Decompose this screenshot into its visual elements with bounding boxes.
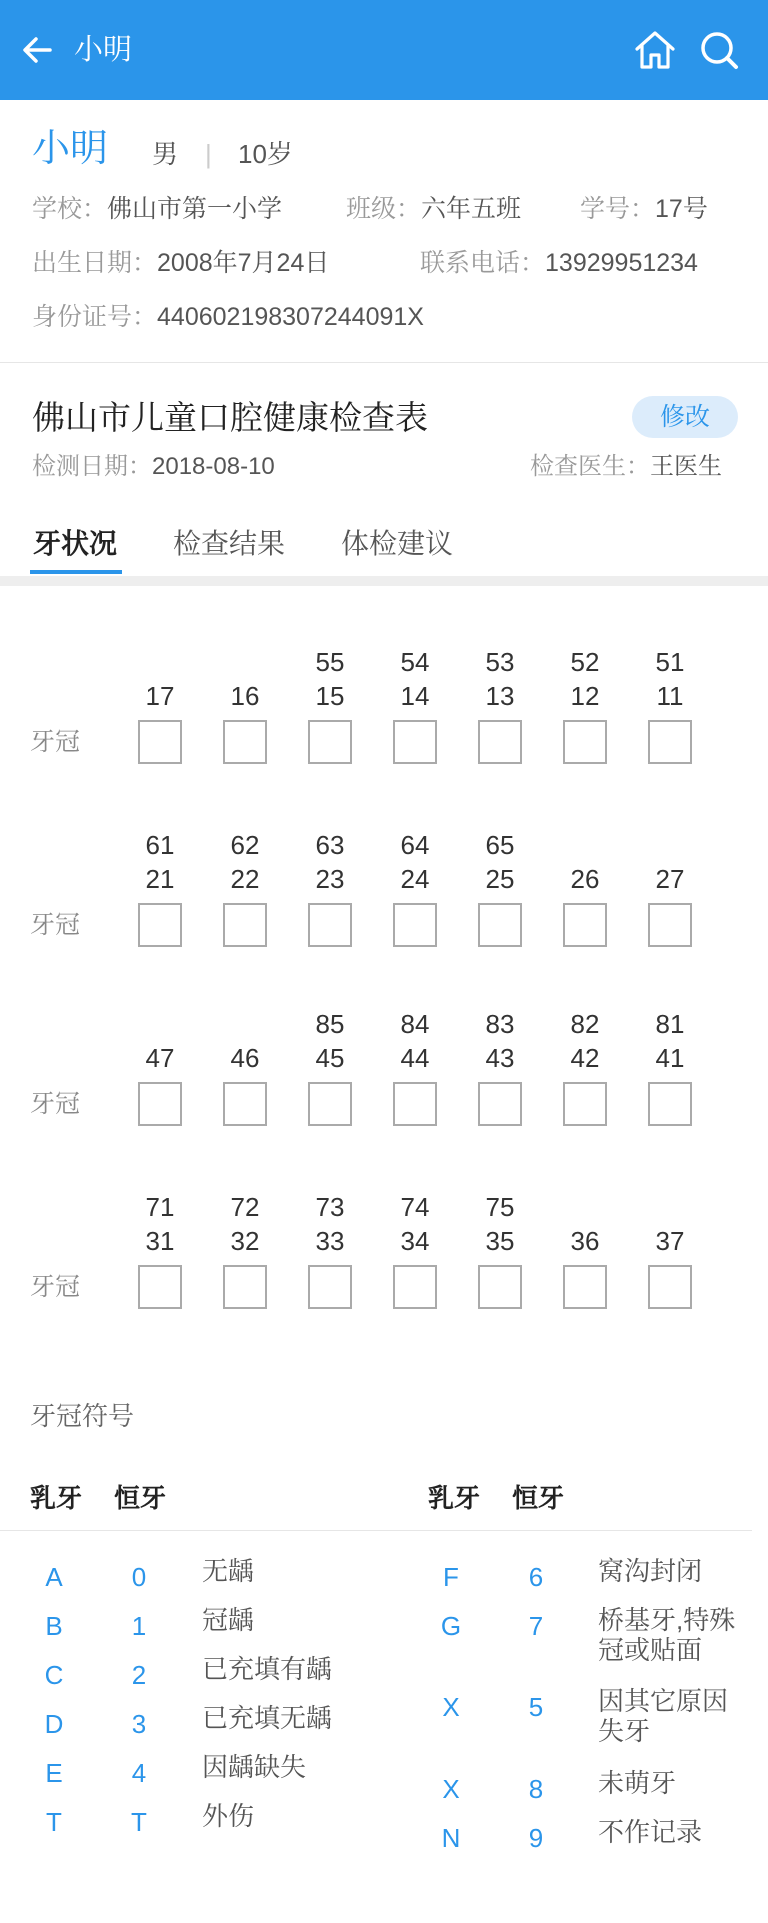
permanent-tooth-number: 27 xyxy=(655,864,685,894)
legend-description: 未萌牙 xyxy=(598,1768,677,1798)
legend-permanent-code: T xyxy=(131,1807,147,1837)
legend-head-primary-right: 乳牙 xyxy=(428,1483,481,1513)
permanent-tooth-number: 17 xyxy=(145,681,175,711)
tooth-crown-checkbox[interactable] xyxy=(223,1082,267,1126)
primary-tooth-number: 83 xyxy=(485,1009,515,1039)
tooth-crown-checkbox[interactable] xyxy=(563,903,607,947)
row-label: 牙冠 xyxy=(30,911,81,939)
legend-primary-code: A xyxy=(45,1562,63,1592)
phone-label: 联系电话： xyxy=(420,249,546,277)
primary-tooth-number: 75 xyxy=(485,1192,515,1222)
primary-tooth-number: 84 xyxy=(400,1009,430,1039)
row-label: 牙冠 xyxy=(30,1090,81,1118)
info-separator: | xyxy=(205,139,212,169)
primary-tooth-number: 62 xyxy=(230,830,260,860)
legend-primary-code: E xyxy=(45,1758,63,1788)
primary-tooth-number: 81 xyxy=(655,1009,685,1039)
legend-primary-code: X xyxy=(442,1692,460,1722)
tooth-crown-checkbox[interactable] xyxy=(648,1265,692,1309)
primary-tooth-number: 55 xyxy=(315,647,345,677)
student-age: 10岁 xyxy=(238,139,293,169)
phone-info xyxy=(420,246,698,280)
primary-tooth-number: 54 xyxy=(400,647,430,677)
legend-primary-code: T xyxy=(46,1807,62,1837)
legend-description: 已充填无龋 xyxy=(202,1703,333,1733)
primary-tooth-number: 61 xyxy=(145,830,175,860)
legend-permanent-code: 2 xyxy=(131,1660,147,1690)
legend-primary-code: C xyxy=(44,1660,64,1690)
tabs-divider xyxy=(0,576,768,586)
legend-permanent-code: 9 xyxy=(528,1823,544,1853)
permanent-tooth-number: 14 xyxy=(400,681,430,711)
legend-primary-code: D xyxy=(44,1709,64,1739)
tooth-crown-checkbox[interactable] xyxy=(478,903,522,947)
legend-description: 因其它原因失牙 xyxy=(598,1686,729,1746)
legend-head-primary-left: 乳牙 xyxy=(30,1483,83,1513)
tab-check-results[interactable]: 检查结果 xyxy=(173,528,286,559)
legend-primary-code: N xyxy=(441,1823,461,1853)
tooth-crown-checkbox[interactable] xyxy=(308,903,352,947)
tooth-crown-checkbox[interactable] xyxy=(393,903,437,947)
school-value: 佛山市第一小学 xyxy=(107,195,283,223)
permanent-tooth-number: 37 xyxy=(655,1226,685,1256)
permanent-tooth-number: 15 xyxy=(315,681,345,711)
tooth-crown-checkbox[interactable] xyxy=(563,1265,607,1309)
primary-tooth-number: 74 xyxy=(400,1192,430,1222)
check-date xyxy=(32,450,275,484)
legend-divider xyxy=(0,1530,752,1531)
tooth-crown-checkbox[interactable] xyxy=(223,1265,267,1309)
permanent-tooth-number: 33 xyxy=(315,1226,345,1256)
student-no-value: 17号 xyxy=(655,195,708,223)
permanent-tooth-number: 47 xyxy=(145,1043,175,1073)
form-title: 佛山市儿童口腔健康检查表 xyxy=(32,399,428,436)
id-value: 440602198307244091X xyxy=(157,303,424,331)
check-doctor xyxy=(530,450,722,484)
tooth-crown-checkbox[interactable] xyxy=(308,1082,352,1126)
legend-head-permanent-left: 恒牙 xyxy=(114,1483,167,1513)
legend-description: 已充填有龋 xyxy=(202,1654,333,1684)
permanent-tooth-number: 46 xyxy=(230,1043,260,1073)
legend-description: 无龋 xyxy=(202,1556,255,1586)
active-tab-indicator xyxy=(30,570,122,574)
primary-tooth-number: 73 xyxy=(315,1192,345,1222)
tooth-crown-checkbox[interactable] xyxy=(478,720,522,764)
class-label: 班级： xyxy=(346,195,422,223)
primary-tooth-number: 52 xyxy=(570,647,600,677)
primary-tooth-number: 63 xyxy=(315,830,345,860)
student-gender: 男 xyxy=(152,139,179,169)
primary-tooth-number: 53 xyxy=(485,647,515,677)
permanent-tooth-number: 16 xyxy=(230,681,260,711)
class-info xyxy=(346,192,521,226)
legend-description: 外伤 xyxy=(202,1801,255,1831)
tooth-crown-checkbox[interactable] xyxy=(648,903,692,947)
legend-description: 因龋缺失 xyxy=(202,1752,307,1782)
legend-title: 牙冠符号 xyxy=(30,1401,135,1431)
permanent-tooth-number: 23 xyxy=(315,864,345,894)
permanent-tooth-number: 36 xyxy=(570,1226,600,1256)
permanent-tooth-number: 11 xyxy=(656,681,684,711)
school-label: 学校： xyxy=(32,195,108,223)
permanent-tooth-number: 32 xyxy=(230,1226,260,1256)
legend-description: 不作记录 xyxy=(598,1817,703,1847)
tooth-crown-checkbox[interactable] xyxy=(648,1082,692,1126)
tooth-crown-checkbox[interactable] xyxy=(393,1265,437,1309)
tooth-crown-checkbox[interactable] xyxy=(138,1082,182,1126)
class-value: 六年五班 xyxy=(421,195,522,223)
legend-primary-code: B xyxy=(45,1611,63,1641)
id-label: 身份证号： xyxy=(32,303,158,331)
tooth-crown-checkbox[interactable] xyxy=(393,720,437,764)
permanent-tooth-number: 41 xyxy=(655,1043,685,1073)
legend-description: 冠龋 xyxy=(202,1605,255,1635)
page-title: 小明 xyxy=(74,34,133,66)
permanent-tooth-number: 21 xyxy=(145,864,175,894)
check-doctor-label: 检查医生： xyxy=(530,453,650,480)
legend-primary-code: X xyxy=(442,1774,460,1804)
row-label: 牙冠 xyxy=(30,728,81,756)
permanent-tooth-number: 44 xyxy=(400,1043,430,1073)
permanent-tooth-number: 26 xyxy=(570,864,600,894)
tooth-crown-checkbox[interactable] xyxy=(138,720,182,764)
tooth-crown-checkbox[interactable] xyxy=(648,720,692,764)
tooth-crown-checkbox[interactable] xyxy=(393,1082,437,1126)
student-name: 小明 xyxy=(32,128,109,170)
primary-tooth-number: 72 xyxy=(230,1192,260,1222)
permanent-tooth-number: 45 xyxy=(315,1043,345,1073)
home-icon[interactable] xyxy=(632,27,678,73)
legend-permanent-code: 6 xyxy=(528,1562,544,1592)
permanent-tooth-number: 13 xyxy=(485,681,515,711)
permanent-tooth-number: 35 xyxy=(485,1226,515,1256)
tooth-crown-checkbox[interactable] xyxy=(223,903,267,947)
tab-exam-advice[interactable]: 体检建议 xyxy=(341,528,454,559)
legend-permanent-code: 1 xyxy=(131,1611,147,1641)
primary-tooth-number: 65 xyxy=(485,830,515,860)
tooth-crown-checkbox[interactable] xyxy=(478,1082,522,1126)
edit-button[interactable]: 修改 xyxy=(632,396,738,438)
top-bar xyxy=(0,0,768,100)
tooth-crown-checkbox[interactable] xyxy=(478,1265,522,1309)
permanent-tooth-number: 22 xyxy=(230,864,260,894)
primary-tooth-number: 64 xyxy=(400,830,430,860)
primary-tooth-number: 51 xyxy=(655,647,685,677)
legend-primary-code: G xyxy=(440,1611,462,1641)
check-date-label: 检测日期： xyxy=(32,453,152,480)
birth-value: 2008年7月24日 xyxy=(157,249,330,277)
permanent-tooth-number: 43 xyxy=(485,1043,515,1073)
tooth-crown-checkbox[interactable] xyxy=(308,720,352,764)
primary-tooth-number: 85 xyxy=(315,1009,345,1039)
legend-permanent-code: 4 xyxy=(131,1758,147,1788)
profile-divider xyxy=(0,362,768,363)
tooth-crown-checkbox[interactable] xyxy=(223,720,267,764)
tooth-crown-checkbox[interactable] xyxy=(138,903,182,947)
permanent-tooth-number: 42 xyxy=(570,1043,600,1073)
permanent-tooth-number: 31 xyxy=(145,1226,175,1256)
birth-info xyxy=(32,246,329,280)
primary-tooth-number: 82 xyxy=(570,1009,600,1039)
permanent-tooth-number: 25 xyxy=(485,864,515,894)
search-icon[interactable] xyxy=(696,27,742,73)
check-date-value: 2018-08-10 xyxy=(152,453,275,480)
tooth-crown-checkbox[interactable] xyxy=(563,720,607,764)
legend-description: 窝沟封闭 xyxy=(598,1556,703,1586)
id-info xyxy=(32,300,424,334)
check-doctor-value: 王医生 xyxy=(650,453,722,480)
tooth-crown-checkbox[interactable] xyxy=(563,1082,607,1126)
permanent-tooth-number: 24 xyxy=(400,864,430,894)
student-no-info xyxy=(580,192,708,226)
student-no-label: 学号： xyxy=(580,195,656,223)
phone-value: 13929951234 xyxy=(545,249,698,277)
row-label: 牙冠 xyxy=(30,1273,81,1301)
legend-permanent-code: 5 xyxy=(528,1692,544,1722)
legend-permanent-code: 8 xyxy=(528,1774,544,1804)
primary-tooth-number: 71 xyxy=(145,1192,175,1222)
legend-head-permanent-right: 恒牙 xyxy=(512,1483,565,1513)
back-arrow-icon[interactable] xyxy=(18,30,58,70)
tooth-crown-checkbox[interactable] xyxy=(308,1265,352,1309)
legend-description: 桥基牙,特殊冠或贴面 xyxy=(598,1605,736,1665)
school-info xyxy=(32,192,282,226)
legend-primary-code: F xyxy=(443,1562,459,1592)
legend-permanent-code: 0 xyxy=(131,1562,147,1592)
birth-label: 出生日期： xyxy=(32,249,158,277)
tab-tooth-status[interactable]: 牙状况 xyxy=(33,528,118,559)
legend-permanent-code: 3 xyxy=(131,1709,147,1739)
permanent-tooth-number: 12 xyxy=(570,681,600,711)
permanent-tooth-number: 34 xyxy=(400,1226,430,1256)
legend-permanent-code: 7 xyxy=(528,1611,544,1641)
tooth-crown-checkbox[interactable] xyxy=(138,1265,182,1309)
